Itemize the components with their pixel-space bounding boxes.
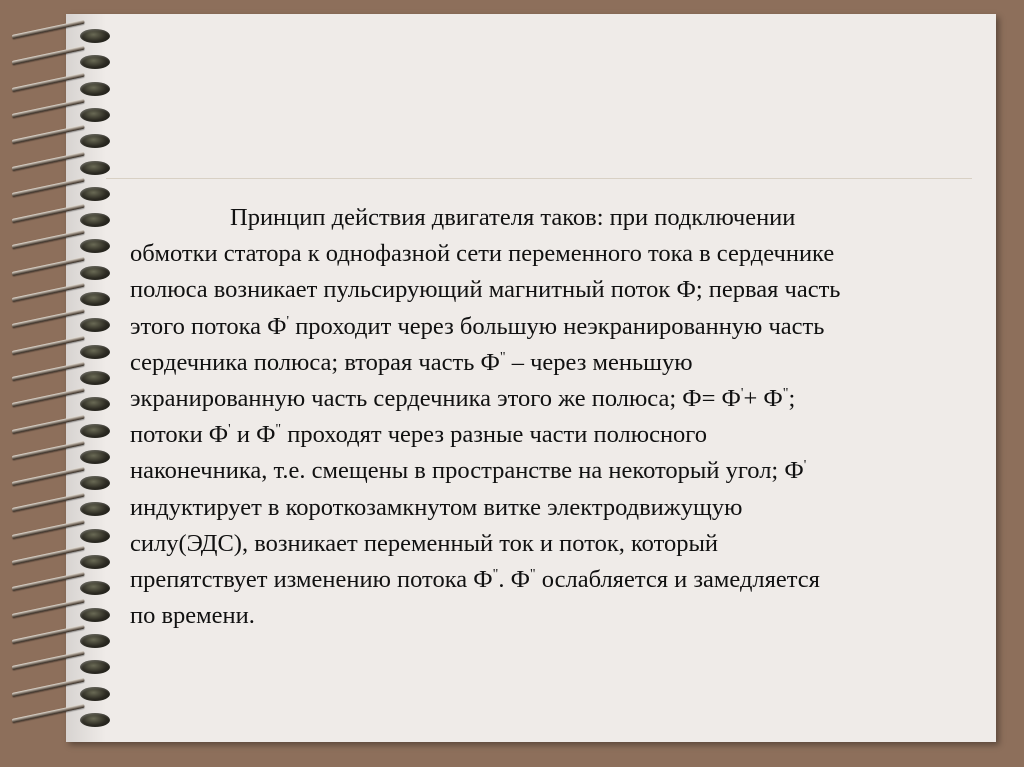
spiral-ring [10, 526, 110, 548]
spiral-ring [10, 605, 110, 627]
text-line-2: обмотки статора к однофазной сети переменного тока в сердечнике [130, 240, 835, 268]
text-line-7: потоки Ф' и Ф" проходят через разные части полюсного [130, 421, 707, 449]
spiral-ring [10, 631, 110, 653]
spiral-ring [10, 368, 110, 390]
spiral-ring [10, 52, 110, 74]
spiral-ring [10, 289, 110, 311]
spiral-ring [10, 158, 110, 180]
slide-text [130, 200, 960, 634]
spiral-ring [10, 421, 110, 443]
spiral-ring [10, 131, 110, 153]
spiral-ring [10, 342, 110, 364]
spiral-ring [10, 236, 110, 258]
text-line-5: сердечника полюса; вторая часть Ф" – через меньшую [130, 348, 693, 376]
spiral-ring [10, 105, 110, 127]
text-line-1: Принцип действия двигателя таков: при подключении [230, 204, 796, 231]
text-line-9: индуктирует в короткозамкнутом витке электродвижущую [130, 493, 743, 521]
spiral-ring [10, 684, 110, 706]
spiral-binding [10, 26, 110, 746]
spiral-ring [10, 447, 110, 469]
spiral-ring [10, 184, 110, 206]
spiral-ring [10, 79, 110, 101]
text-line-10: силу(ЭДС), возникает переменный ток и поток, который [130, 529, 719, 557]
page-divider-line [106, 178, 972, 179]
spiral-ring [10, 394, 110, 416]
spiral-ring [10, 578, 110, 600]
spiral-ring [10, 210, 110, 232]
text-line-11: препятствует изменению потока Ф". Ф" ослабляется и замедляется [130, 566, 820, 594]
spiral-ring [10, 499, 110, 521]
spiral-ring [10, 710, 110, 732]
spiral-ring [10, 657, 110, 679]
text-line-8: наконечника, т.е. смещены в пространстве на некоторый угол; Ф' [130, 457, 807, 485]
spiral-ring [10, 315, 110, 337]
text-line-4: этого потока Ф' проходит через большую неэкранированную часть [130, 312, 825, 340]
text-line-12: по времени. [130, 602, 255, 630]
spiral-ring [10, 26, 110, 48]
text-line-6: экранированную часть сердечника этого же полюса; Ф= Ф'+ Ф"; [130, 385, 796, 413]
spiral-ring [10, 552, 110, 574]
spiral-ring [10, 473, 110, 495]
spiral-ring [10, 263, 110, 285]
text-line-3: полюса возникает пульсирующий магнитный поток Ф; первая часть [130, 276, 841, 304]
